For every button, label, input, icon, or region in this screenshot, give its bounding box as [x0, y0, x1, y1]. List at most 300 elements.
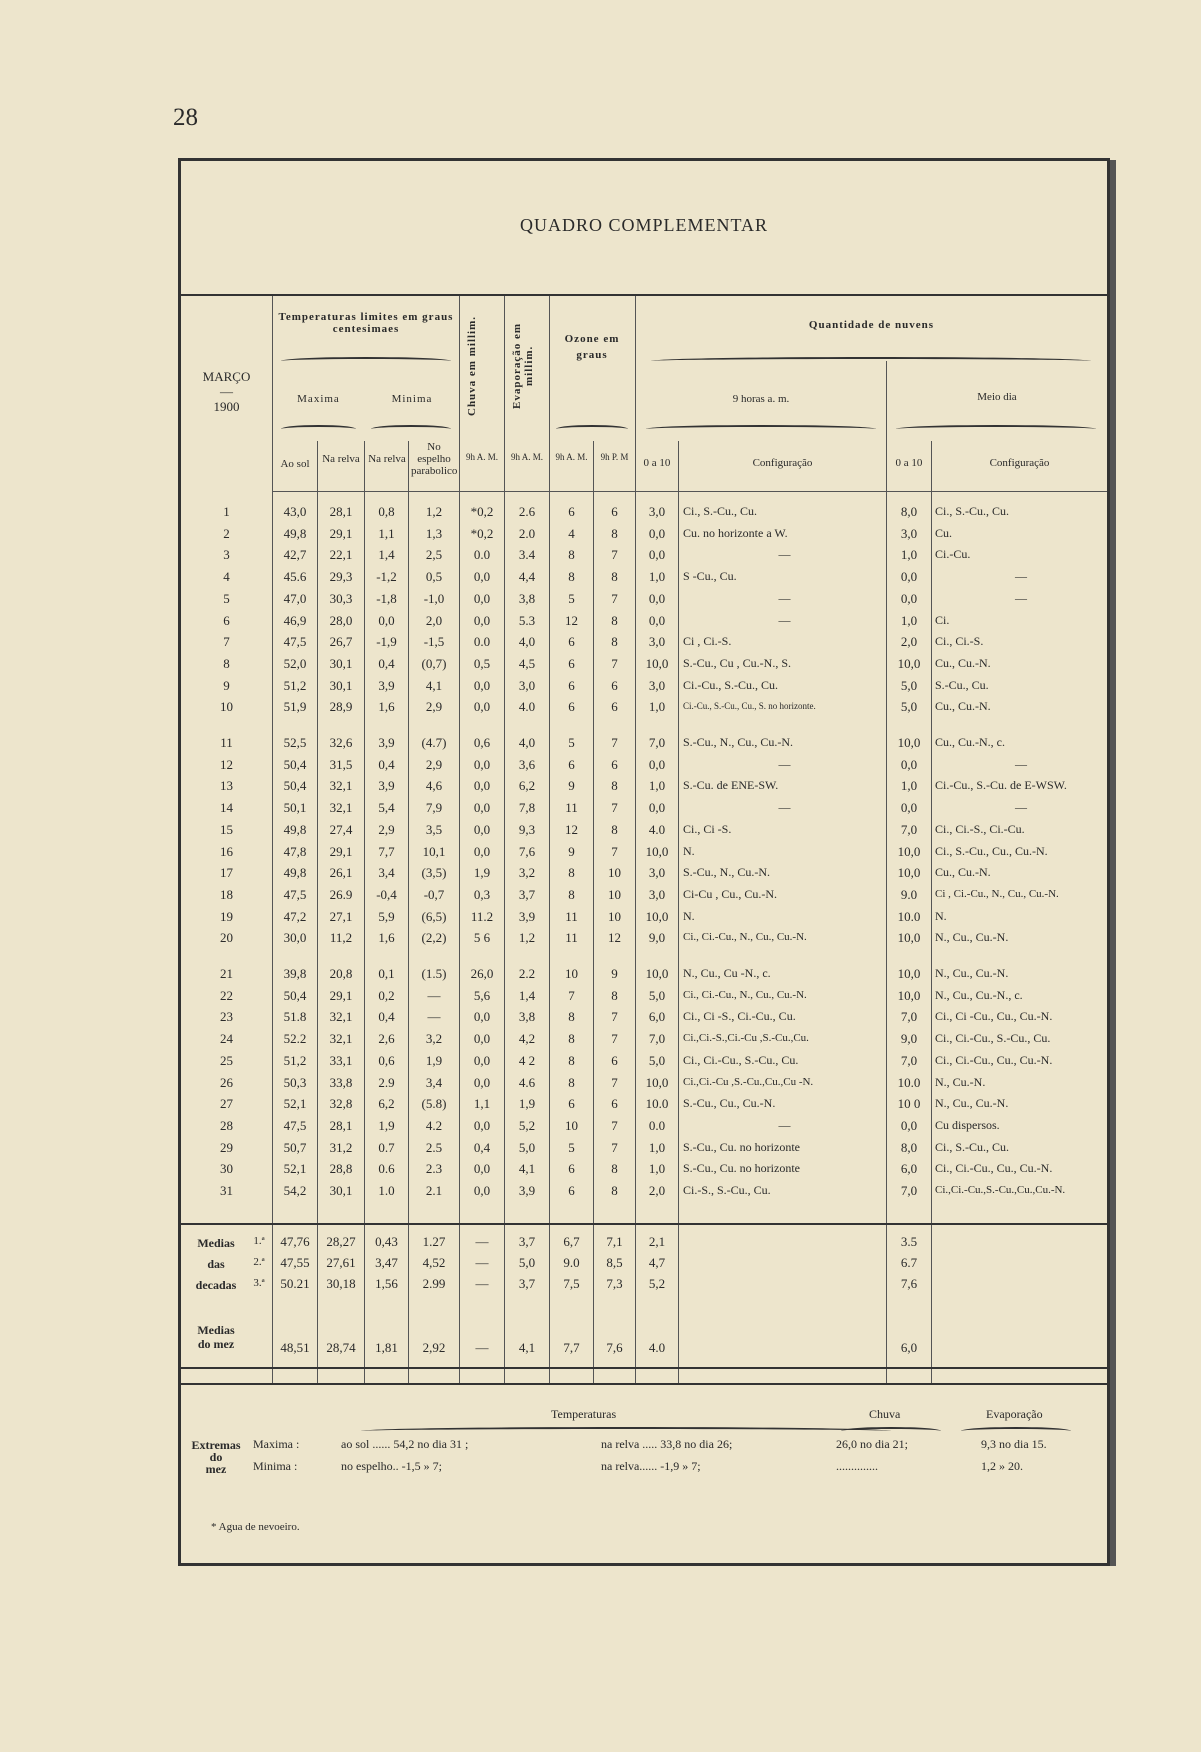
cell-d: 30 [220, 1161, 233, 1177]
cell-oa: 6 [568, 1096, 575, 1112]
month-mean-row [181, 1337, 1107, 1358]
cell-chuva: — [475, 1276, 489, 1291]
cell-esp: 3,5 [425, 821, 443, 837]
table-row [181, 732, 1107, 753]
cell-op: 7 [611, 1009, 618, 1025]
cell-mrelva: 0,8 [378, 504, 395, 519]
cell-evap: 2.2 [518, 966, 536, 981]
cell-nm: 10,0 [897, 865, 921, 881]
cell-esp: -0,7 [423, 886, 445, 902]
cell-chuva: 0,0 [473, 843, 491, 859]
cell-op: 7 [611, 547, 618, 563]
cell-evap: 4.0 [518, 699, 536, 715]
cell-nm: 10,0 [897, 930, 921, 946]
cell-sol: 49,8 [283, 865, 307, 881]
cell-sol: 50,4 [283, 778, 307, 794]
month-mean-label: Medias do mez [197, 1323, 235, 1351]
cell-chuva: 0.0 [473, 634, 491, 650]
cell-n9: 5,0 [648, 1052, 666, 1068]
table-row [181, 1180, 1107, 1201]
cell-d: 2 [223, 525, 230, 541]
na-relva-max-header: Na relva [322, 453, 360, 465]
cell-cm: S.-Cu., Cu. [935, 677, 989, 692]
month-label: MARÇO — 1900 [202, 369, 251, 414]
cell-mrelva: 7,7 [378, 843, 395, 859]
cell-oa: 5 [568, 590, 575, 606]
cell-evap: 3,9 [518, 1183, 536, 1198]
cell-oa: 8 [568, 569, 575, 585]
cell-cm: Ci.-Cu. [935, 547, 971, 562]
cell-oa: 8 [568, 1074, 575, 1090]
cell-sol: 47,5 [283, 634, 307, 650]
table-row [181, 797, 1107, 818]
cell-op: 7 [611, 1074, 618, 1090]
cell-nm: 8,0 [900, 504, 918, 519]
cell-esp: -1,0 [423, 590, 445, 606]
max-relva: na relva ..... 33,8 no dia 26; [601, 1437, 733, 1451]
nove-horas-header: 9 horas a. m. [732, 393, 790, 405]
chuva-hour: 9h A. M. [465, 452, 498, 462]
cell-oa: 5 [568, 735, 575, 750]
min-relva: na relva...... -1,9 » 7; [601, 1459, 701, 1473]
cell-esp: 2.3 [425, 1161, 443, 1177]
cell-op: 7 [611, 655, 618, 671]
cell-c9: N. [683, 843, 695, 858]
cell-mrelva: 3,9 [378, 735, 395, 750]
cell-sol: 52,1 [283, 1096, 307, 1112]
cell-cm: N., Cu., Cu.-N. [935, 966, 1009, 980]
cell-nm: 6,0 [900, 1340, 918, 1355]
cell-d: 27 [220, 1096, 233, 1112]
cell-evap: 4.6 [518, 1074, 536, 1090]
cell-esp: (1.5) [421, 966, 447, 981]
cell-sol: 52,1 [283, 1161, 307, 1177]
cell-nm: 10 0 [897, 1096, 921, 1112]
cell-oa: 6,7 [563, 1234, 580, 1249]
cell-mrelva: 0,4 [378, 756, 395, 772]
cell-oa: 7,7 [563, 1340, 580, 1355]
cell-relva: 28,1 [329, 504, 353, 519]
maxima-header: Maxima [297, 393, 340, 405]
cell-n9: 2,1 [648, 1234, 666, 1249]
cell-mrelva: 0,6 [378, 1052, 395, 1068]
table-row [181, 819, 1107, 840]
cell-oa: 7 [568, 987, 575, 1003]
cell-mrelva: 0.7 [378, 1139, 395, 1155]
cell-evap: 7,6 [518, 843, 536, 859]
cell-d: 24 [220, 1031, 233, 1047]
table-row [181, 501, 1107, 522]
cell-chuva: 0,0 [473, 756, 491, 772]
cell-relva: 33,8 [329, 1074, 353, 1090]
cell-oa: 11 [565, 908, 578, 924]
cell-mrelva: 0,1 [378, 966, 395, 981]
cell-mrelva: 0,4 [378, 655, 395, 671]
cell-relva: 29,1 [329, 525, 353, 541]
cell-c9: — [778, 590, 791, 605]
cell-d: 11 [220, 735, 233, 750]
temp-group-header: Temperaturas limites em graus centesimaes [278, 311, 454, 335]
cell-esp: 3,4 [425, 1074, 443, 1090]
cell-esp: (2,2) [421, 930, 447, 946]
cell-nm: 7,0 [900, 1183, 918, 1198]
cell-sol: 45.6 [283, 569, 307, 585]
cell-esp: 7,9 [425, 800, 443, 816]
cell-mrelva: 6,2 [378, 1096, 395, 1112]
cell-c9: S -Cu., Cu. [683, 569, 737, 584]
cell-d: 23 [220, 1009, 233, 1025]
cell-chuva: 0,0 [473, 1074, 491, 1090]
cell-evap: 4 2 [518, 1052, 536, 1068]
cell-mrelva: 3,9 [378, 778, 395, 794]
cell-c9: Ci.-Cu., S.-Cu., Cu., S. no horizonte. [683, 701, 816, 712]
cell-sol: 49,8 [283, 821, 307, 837]
cell-relva: 20,8 [329, 966, 353, 981]
cell-cm: Cu. [935, 525, 953, 540]
na-relva-min-header: Na relva [368, 453, 406, 465]
cell-mrelva: 2,9 [378, 821, 395, 837]
cell-oa: 6 [568, 655, 575, 671]
cell-n9: 4.0 [648, 1340, 666, 1355]
cell-op: 7,6 [606, 1340, 623, 1355]
header-rule [273, 491, 1107, 492]
cell-op: 10 [608, 886, 621, 902]
table-row [181, 1093, 1107, 1114]
cell-nm: 0,0 [900, 800, 918, 816]
cell-c9: S.-Cu., Cu , Cu.-N., S. [683, 655, 792, 670]
cell-mrelva: 1,6 [378, 930, 395, 946]
ozone-am: 9h A. M. [555, 452, 588, 462]
cell-evap: 3,0 [518, 677, 536, 693]
cell-mrelva: 1.0 [378, 1183, 395, 1198]
cell-sol: 51,9 [283, 699, 307, 715]
cell-n9: 3,0 [648, 504, 666, 519]
cell-n9: 1,0 [648, 699, 666, 715]
cell-op: 6 [611, 699, 618, 715]
cell-sol: 48,51 [280, 1340, 310, 1355]
cell-d: 29 [220, 1139, 233, 1155]
table-row [181, 1137, 1107, 1158]
cell-relva: 31,2 [329, 1139, 353, 1155]
cell-mrelva: 0,43 [375, 1234, 398, 1249]
cell-d: 14 [220, 800, 233, 816]
ao-sol-header: Ao sol [280, 458, 310, 470]
cell-d: 28 [220, 1117, 233, 1133]
cell-cm: Cu., Cu.-N. [935, 865, 991, 880]
cell-chuva: 0,0 [473, 612, 491, 628]
cell-nm: 6,0 [900, 1161, 918, 1177]
cell-op: 7,1 [606, 1234, 623, 1249]
cell-esp: 1.27 [422, 1234, 446, 1249]
cell-op: 7 [611, 843, 618, 859]
cell-c9: Ci., Ci.-Cu., S.-Cu., Cu. [683, 1052, 799, 1067]
cell-cm: Cu., Cu.-N. [935, 699, 991, 714]
cell-n9: 6,0 [648, 1009, 666, 1025]
evap-hour: 9h A. M. [510, 452, 543, 462]
cell-d: 4 [223, 569, 230, 585]
config-9h: Configuração [752, 457, 813, 469]
cell-chuva: *0,2 [470, 525, 494, 541]
cell-cm: Cu dispersos. [935, 1117, 1000, 1132]
cell-evap: 2.6 [518, 504, 536, 519]
cell-oa: 9 [568, 778, 575, 794]
cell-nm: 3,0 [900, 525, 918, 541]
cell-nm: 7,0 [900, 1009, 918, 1025]
cell-relva: 32,6 [329, 735, 353, 750]
cell-c9: S.-Cu., N., Cu.-N. [683, 865, 771, 880]
cell-sol: 52,0 [283, 655, 307, 671]
cell-c9: Ci.-S., S.-Cu., Cu. [683, 1183, 771, 1197]
cell-esp: (6,5) [421, 908, 447, 924]
head-temperaturas: Temperaturas [551, 1407, 617, 1421]
cell-sol: 46,9 [283, 612, 307, 628]
cell-relva: 27,61 [326, 1255, 356, 1270]
cell-d: 13 [220, 778, 233, 794]
cell-c9: Ci., Ci -S., Ci.-Cu., Cu. [683, 1009, 796, 1024]
cell-mrelva: 0,0 [378, 612, 395, 628]
cell-c9: Ci., Ci.-Cu., N., Cu., Cu.-N. [683, 931, 807, 944]
minima-label: Minima : [253, 1459, 298, 1473]
min-evap: 1,2 » 20. [981, 1459, 1023, 1473]
cell-nm: 1,0 [900, 778, 918, 794]
cell-c9: — [778, 612, 791, 627]
table-title: QUADRO COMPLEMENTAR [519, 215, 769, 235]
cell-n9: 3,0 [648, 865, 666, 881]
cell-nm: 10.0 [897, 1074, 921, 1090]
cell-oa: 6 [568, 677, 575, 693]
table-row [181, 985, 1107, 1006]
cell-chuva: 0,0 [473, 677, 491, 693]
cell-evap: 2.0 [518, 525, 536, 541]
cell-relva: 26.9 [329, 886, 353, 902]
cell-d: 7 [223, 634, 230, 650]
rule-decadas [181, 1223, 1107, 1225]
cell-op: 6 [611, 756, 618, 772]
cell-chuva: 0,6 [473, 735, 491, 750]
cell-sol: 52,5 [283, 735, 307, 750]
cell-mrelva: 5,9 [378, 908, 395, 924]
cell-esp: 4,1 [425, 677, 443, 693]
cell-evap: 3.4 [518, 547, 536, 563]
cell-n9: 10,0 [645, 966, 669, 981]
cell-nm: 5,0 [900, 699, 918, 715]
cell-chuva: 0,0 [473, 569, 491, 585]
cell-relva: 28,74 [326, 1340, 356, 1355]
cell-evap: 3,7 [518, 1234, 536, 1249]
cell-op: 8 [611, 1161, 618, 1177]
decade-row [181, 1252, 1107, 1273]
cell-op: 8 [611, 778, 618, 794]
cell-c9: Ci.,Ci.-Cu ,S.-Cu.,Cu.,Cu -N. [683, 1075, 814, 1088]
cell-oa: 4 [568, 525, 575, 541]
cell-evap: 4,0 [518, 735, 536, 750]
cell-n9: 10,0 [645, 1074, 669, 1090]
cell-n9: 5,2 [648, 1276, 666, 1291]
cell-c9: Ci.,Ci.-S.,Ci.-Cu ,S.-Cu.,Cu. [683, 1032, 809, 1045]
cell-evap: 1,9 [518, 1096, 536, 1112]
cell-mrelva: 1,81 [375, 1340, 398, 1355]
footnote: * Agua de nevoeiro. [211, 1521, 300, 1533]
cell-n9: 9,0 [648, 930, 666, 946]
cell-nm: 1,0 [900, 547, 918, 563]
cell-mrelva: -0,4 [376, 886, 397, 902]
decade-key: 1.ª [253, 1235, 265, 1247]
cell-esp: (4.7) [421, 735, 447, 750]
table-row [181, 696, 1107, 717]
cell-op: 6 [611, 504, 618, 519]
cell-relva: 32,1 [329, 778, 353, 794]
scale-9h: 0 a 10 [643, 457, 671, 469]
cell-nm: 2,0 [900, 634, 918, 650]
table-row [181, 653, 1107, 674]
cell-cm: Ci., Ci.-S., Ci.-Cu. [935, 821, 1025, 836]
cell-mrelva: 2.9 [378, 1074, 395, 1090]
cell-nm: 8,0 [900, 1139, 918, 1155]
cell-mrelva: 1,56 [375, 1276, 398, 1291]
table-row [181, 906, 1107, 927]
cell-n9: 5,0 [648, 987, 666, 1003]
cell-relva: 26,7 [329, 634, 353, 650]
cell-n9: 1,0 [648, 569, 666, 585]
cell-c9: — [778, 547, 791, 562]
cell-relva: 28,0 [329, 612, 353, 628]
cell-d: 21 [220, 966, 233, 981]
cell-chuva: 0.0 [473, 547, 491, 563]
cell-mrelva: 0,2 [378, 987, 395, 1003]
cell-cm: Ci., S.-Cu., Cu., Cu.-N. [935, 843, 1048, 858]
table-row [181, 610, 1107, 631]
cell-op: 10 [608, 908, 621, 924]
cell-op: 12 [608, 930, 621, 946]
cell-mrelva: -1,8 [376, 590, 397, 606]
cell-evap: 7,8 [518, 800, 536, 816]
cell-nm: 9.0 [900, 886, 918, 902]
cell-evap: 5,0 [518, 1139, 536, 1155]
cell-mrelva: 3,47 [375, 1255, 398, 1270]
cell-chuva: 1,1 [473, 1096, 491, 1112]
cell-chuva: 0,3 [473, 886, 491, 902]
cell-chuva: 0,0 [473, 1031, 491, 1047]
cell-evap: 1,4 [518, 987, 536, 1003]
cell-sol: 49,8 [283, 525, 307, 541]
table-row [181, 754, 1107, 775]
cell-n9: 0,0 [648, 756, 666, 772]
rule-extremes [181, 1383, 1107, 1385]
cell-sol: 43,0 [283, 504, 307, 519]
cell-sol: 52.2 [283, 1031, 307, 1047]
cell-d: 12 [220, 756, 233, 772]
cell-n9: 0,0 [648, 612, 666, 628]
cell-c9: — [778, 800, 791, 815]
cell-cm: N., Cu., Cu.-N., c. [935, 987, 1023, 1002]
cell-chuva: 0,0 [473, 778, 491, 794]
cell-sol: 50.21 [280, 1276, 310, 1291]
cell-c9: Cu. no horizonte a W. [683, 525, 788, 540]
cell-relva: 32,1 [329, 1009, 353, 1025]
cell-op: 10 [608, 865, 621, 881]
page-number: 28 [173, 104, 198, 131]
cell-evap: 1,2 [518, 930, 536, 946]
cell-oa: 12 [565, 821, 578, 837]
cell-cm: Ci., Ci.-Cu., S.-Cu., Cu. [935, 1031, 1051, 1046]
cell-oa: 8 [568, 1031, 575, 1047]
cell-oa: 6 [568, 1161, 575, 1177]
cell-chuva: 0,0 [473, 1183, 491, 1198]
cell-n9: 10,0 [645, 843, 669, 859]
cell-relva: 27,1 [329, 908, 353, 924]
cell-relva: 32,8 [329, 1096, 353, 1112]
cell-mrelva: 1,4 [378, 547, 395, 563]
cell-evap: 4,5 [518, 655, 536, 671]
decade-key: 3.ª [253, 1277, 265, 1289]
cell-evap: 3,7 [518, 1276, 536, 1291]
cell-n9: 10,0 [645, 655, 669, 671]
maxima-label: Maxima : [253, 1437, 300, 1451]
chuva-header: Chuva em millim. [466, 315, 478, 417]
cell-d: 10 [220, 699, 233, 715]
cell-cm: Ci., Ci.-Cu., Cu., Cu.-N. [935, 1161, 1053, 1176]
cell-oa: 8 [568, 886, 575, 902]
cell-relva: 28,8 [329, 1161, 353, 1177]
title-rule [181, 294, 1107, 296]
cell-cm: N., Cu., Cu.-N. [935, 1096, 1009, 1111]
cell-esp: 2,9 [425, 699, 443, 715]
cell-chuva: 0,0 [473, 1009, 491, 1025]
cell-oa: 6 [568, 1183, 575, 1198]
cell-op: 8 [611, 987, 618, 1003]
decade-row [181, 1231, 1107, 1252]
cell-evap: 4,1 [518, 1161, 536, 1177]
cell-evap: 3,7 [518, 886, 536, 902]
no-espelho-header: No espelho parabolico [411, 441, 458, 477]
cell-nm: 6.7 [900, 1255, 918, 1270]
table-row [181, 1006, 1107, 1027]
cell-sol: 50,4 [283, 756, 307, 772]
minima-header: Minima [391, 393, 433, 405]
cell-esp: 2,9 [425, 756, 443, 772]
max-chuva: 26,0 no dia 21; [836, 1437, 908, 1451]
cell-esp: -1,5 [423, 634, 445, 650]
table-row [181, 884, 1107, 905]
cell-oa: 6 [568, 504, 575, 519]
cell-mrelva: 2,6 [378, 1031, 395, 1047]
cell-op: 9 [611, 966, 618, 981]
cell-esp: 4,6 [425, 778, 443, 794]
cell-chuva: 0,5 [473, 655, 491, 671]
cell-evap: 3,9 [518, 908, 536, 924]
cell-cm: Ci , Ci.-Cu., N., Cu., Cu.-N. [935, 887, 1059, 900]
cell-esp: 4,52 [422, 1255, 446, 1270]
max-evap: 9,3 no dia 15. [981, 1437, 1047, 1451]
cell-cm: N., Cu.-N. [935, 1074, 986, 1089]
cell-n9: 3,0 [648, 634, 666, 650]
cell-c9: Ci., Ci -S. [683, 821, 732, 836]
cell-evap: 4,2 [518, 1031, 536, 1047]
cell-sol: 47,76 [280, 1234, 310, 1249]
cell-relva: 30,1 [329, 1183, 353, 1198]
cell-n9: 3,0 [648, 886, 666, 902]
cell-relva: 28,27 [326, 1234, 356, 1249]
cell-chuva: *0,2 [470, 504, 494, 519]
cell-relva: 30,18 [326, 1276, 356, 1291]
cell-relva: 30,1 [329, 655, 353, 671]
cell-evap: 3,2 [518, 865, 536, 881]
cell-relva: 28,9 [329, 699, 353, 715]
table-row [181, 1115, 1107, 1136]
cell-esp: 2,5 [425, 547, 443, 563]
cell-nm: 9,0 [900, 1031, 918, 1047]
cell-d: 17 [220, 865, 233, 881]
